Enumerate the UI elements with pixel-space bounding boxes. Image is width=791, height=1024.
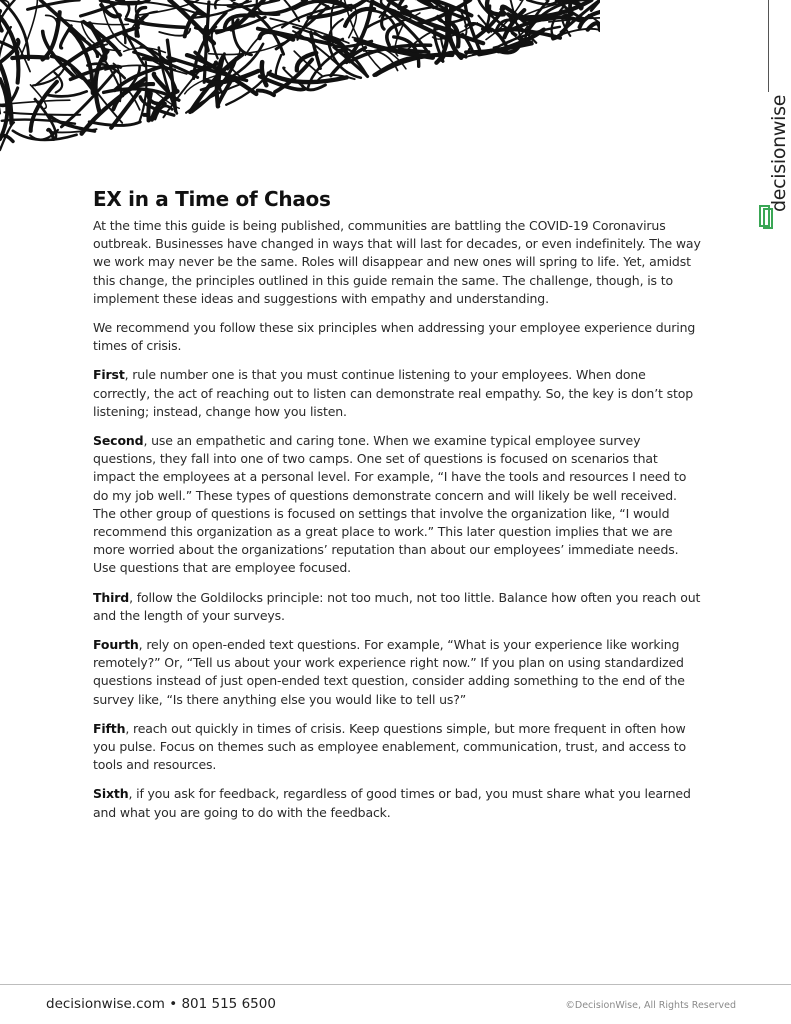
footer-divider	[0, 984, 791, 985]
intro-paragraph: At the time this guide is being published, communities are battling the COVID-19 Coronavirus outbreak. Businesses have changed in ways that will last for decades, or even indefinitely. The way we work may never be the same. Roles will disappear and new ones will spring to life. Yet, amidst this change, the principles outlined in this guide remain the same. The challenge, though, is to implement these ideas and suggestions with empathy and understanding.	[93, 218, 701, 306]
footer-contact: decisionwise.com • 801 515 6500	[46, 996, 276, 1012]
principle-text: , follow the Goldilocks principle: not too much, not too little. Balance how often you reach out and the length of your surveys.	[93, 589, 701, 623]
scribble-stroke	[46, 91, 87, 96]
principle-lead: Fourth	[93, 637, 139, 653]
scribble-stroke	[302, 85, 325, 90]
article-body	[93, 187, 703, 833]
brand-logo-text: decisionwise	[768, 94, 790, 212]
scribble-stroke	[4, 112, 80, 115]
principle-text: , reach out quickly in times of crisis. Keep questions simple, but more frequent in often how you pulse. Focus on themes such as employee enablement, communication, trust, and access to tools and resources.	[93, 720, 686, 773]
principle-lead: Sixth	[93, 786, 129, 802]
scribble-stroke	[12, 57, 47, 58]
recommend-paragraph: We recommend you follow these six principles when addressing your employee experience during times of crisis.	[93, 320, 696, 354]
principle-lead: Third	[93, 589, 130, 605]
scribble-stroke	[262, 62, 267, 85]
principle-paragraph	[93, 432, 703, 578]
footer-copyright: ©DecisionWise, All Rights Reserved	[565, 1000, 736, 1011]
scribble-stroke	[387, 23, 403, 45]
principle-paragraph	[93, 785, 703, 821]
principle-text: , use an empathetic and caring tone. When we examine typical employee survey questions, they fall into one of two camps. One set of questions is focused on scenarios that impact the employees at a personal level. For example, “I have the tools and resources I need to do my job well.” These types of questions demonstrate concern and will likely be well received. The other group of questions is focused on settings that involve the organization like, “I would recommend this organization as a great place to work.” This later question implies that we are more worried about the organizations’ reputation than about our employees’ immediate needs. Use questions that are employee focused.	[93, 433, 687, 576]
principle-text: , rely on open-ended text questions. For example, “What is your experience like working remotely?” Or, “Tell us about your work experience right now.” If you plan on using standardized questions instead of just open-ended text question, consider adding something to the end of the survey like, “Is there anything else you would like to tell us?”	[93, 637, 685, 707]
principle-lead: Fifth	[93, 720, 126, 736]
page-title: EX in a Time of Chaos	[93, 187, 331, 211]
principle-paragraph	[93, 366, 703, 421]
scribble-stroke	[258, 91, 274, 96]
principle-paragraph	[93, 636, 703, 709]
principle-lead: First	[93, 367, 125, 383]
principle-paragraph	[93, 720, 703, 775]
scribble-stroke	[311, 32, 320, 68]
brand-divider-line	[768, 0, 769, 92]
scribble-stroke	[46, 15, 58, 37]
scribble-stroke	[232, 0, 273, 1]
principle-paragraph	[93, 589, 703, 625]
decisionwise-logo-icon	[758, 204, 774, 230]
principle-text: , if you ask for feedback, regardless of good times or bad, you must share what you learned and what you are going to do with the feedback.	[93, 786, 691, 820]
scribble-stroke	[276, 55, 281, 78]
principle-lead: Second	[93, 433, 144, 449]
scribble-stroke	[527, 0, 556, 4]
scribble-decoration	[0, 0, 600, 155]
principle-text: , rule number one is that you must continue listening to your employees. When done correctly, the act of reaching out to listen can demonstrate real empathy. So, the key is don’t stop listening; instead, change how you listen.	[93, 367, 693, 419]
scribble-stroke	[28, 0, 80, 9]
